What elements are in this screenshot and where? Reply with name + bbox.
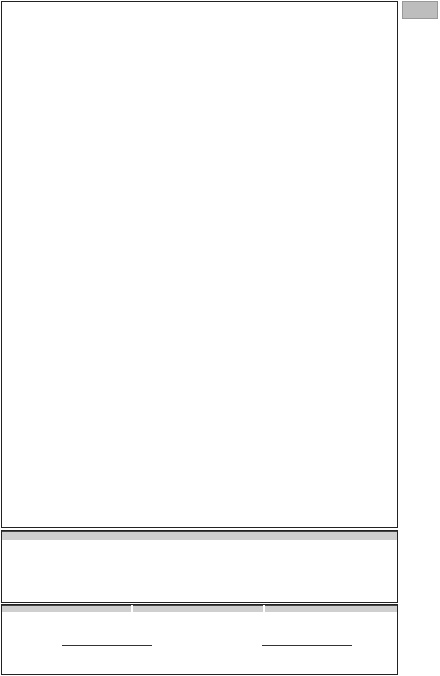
- balance-grid: [1, 1, 398, 528]
- payment-summary-grid: [1, 530, 398, 603]
- signature-legal-rep: [62, 645, 152, 647]
- signature-accountant: [262, 645, 352, 647]
- form-corner-box: [402, 1, 438, 19]
- bottom-header-left: [2, 605, 131, 612]
- bottom-header-mid: [133, 605, 263, 612]
- summary-header: [2, 531, 397, 540]
- bottom-header-right: [265, 605, 397, 612]
- credit-notes-grid: [1, 604, 398, 675]
